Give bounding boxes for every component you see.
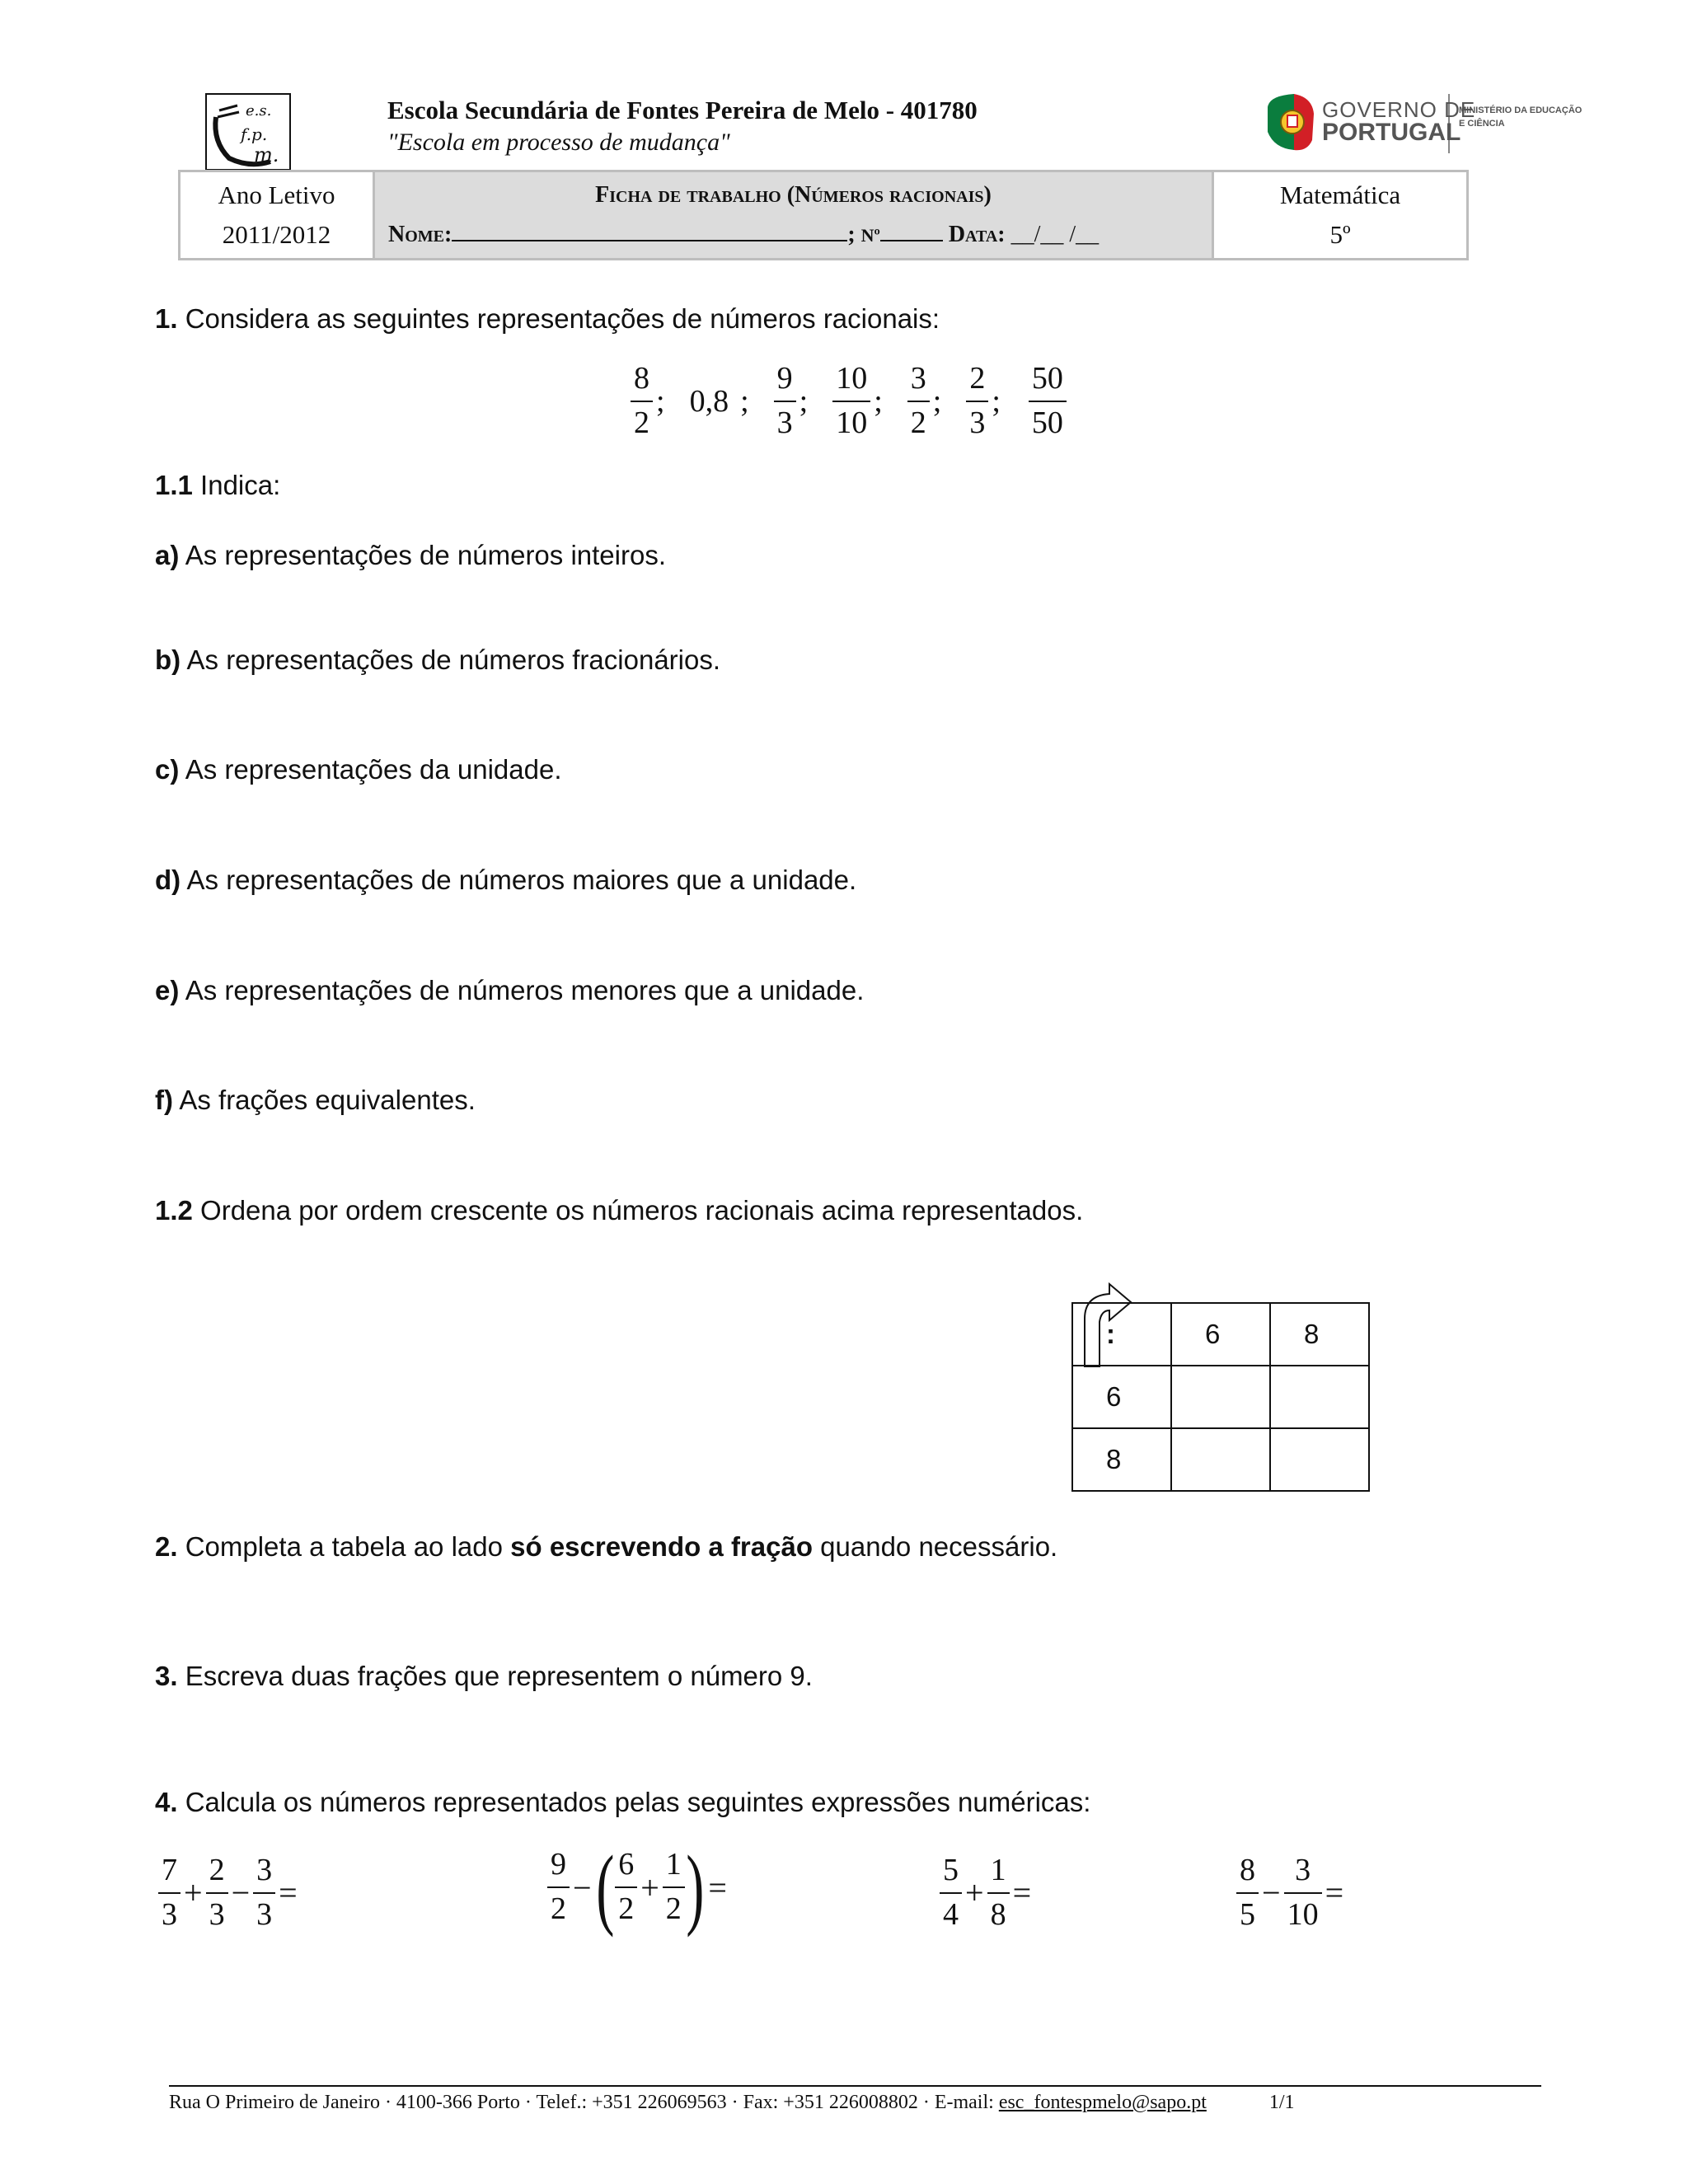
- table-answer-cell[interactable]: [1171, 1428, 1270, 1491]
- fraction-9-3: $\frac{9}{3}$: [774, 363, 796, 440]
- decimal-0-8: 0,8: [689, 383, 729, 419]
- footer: [169, 2092, 1295, 2114]
- student-fields: Nome: ; Nº Data: __/__ /__: [388, 222, 1100, 247]
- table-answer-cell[interactable]: [1270, 1366, 1369, 1428]
- fraction-8-2: $\frac{8}{2}$: [631, 363, 653, 440]
- item-c: c) As representações da unidade.: [155, 754, 562, 785]
- ministry-line1: MINISTÉRIO DA EDUCAÇÃO: [1459, 105, 1582, 115]
- question-1-1-number: 1.1: [155, 470, 193, 500]
- page-number: 1/1: [1268, 2092, 1295, 2113]
- table-row-header: 8: [1072, 1428, 1171, 1491]
- table-col-header: 8: [1270, 1303, 1369, 1366]
- svg-text:e.s.: e.s.: [246, 102, 272, 120]
- item-e: e) As representações de números menores que a unidade.: [155, 975, 865, 1005]
- table-corner: :: [1072, 1303, 1171, 1366]
- subject-cell: [1214, 172, 1466, 258]
- question-1: [155, 303, 940, 335]
- division-table: [1071, 1302, 1370, 1492]
- footer-email-link[interactable]: esc_fontespmelo@sapo.pt: [998, 2092, 1207, 2113]
- item-b: b) As representações de números fracionários.: [155, 644, 721, 675]
- gov-line2: PORTUGAL: [1322, 119, 1461, 146]
- question-2: 2. Completa a tabela ao lado só escrevendo a fração quando necessário.: [155, 1531, 1058, 1562]
- worksheet-info-box: [178, 170, 1469, 260]
- question-4: 4. Calcula os números representados pelas seguintes expressões numéricas:: [155, 1787, 1091, 1817]
- footer-divider: [169, 2085, 1541, 2087]
- worksheet-title-cell: [375, 172, 1214, 258]
- question-3: 3. Escreva duas frações que representem o número 9.: [155, 1661, 813, 1691]
- table-answer-cell[interactable]: [1171, 1366, 1270, 1428]
- rational-number-list: $\frac{8}{2}$ ; 0,8 ; $\frac{9}{3}$ ; $\frac{10}{10}$ ; $\frac{3}{2}$ ; $\frac{2}{3}$ ; $\frac{50}{50}$: [631, 363, 1067, 440]
- table-row-header: 6: [1072, 1366, 1171, 1428]
- expression-3: $\frac{5}{4}$ + $\frac{1}{8}$ =: [940, 1854, 1034, 1932]
- fraction-10-10: $\frac{10}{10}$: [832, 363, 870, 440]
- fraction-50-50: $\frac{50}{50}$: [1029, 363, 1067, 440]
- expression-2: $\frac{9}{2}$ − ( $\frac{6}{2}$ + $\frac{1}{2}$ ) =: [547, 1842, 730, 1933]
- school-name: Escola Secundária de Fontes Pereira de Melo - 401780: [387, 96, 978, 124]
- table-col-header: 6: [1171, 1303, 1270, 1366]
- school-motto: "Escola em processo de mudança": [387, 129, 730, 156]
- item-f: f) As frações equivalentes.: [155, 1085, 476, 1115]
- question-1-2-text: Ordena por ordem crescente os números racionais acima representados.: [200, 1195, 1084, 1226]
- svg-text:m.: m.: [254, 143, 279, 166]
- question-1-text: Considera as seguintes representações de números racionais:: [185, 303, 940, 334]
- date-label: Data:: [948, 222, 1006, 247]
- question-1-number: 1.: [155, 303, 178, 334]
- worksheet-title: Ficha de trabalho (Números racionais): [595, 182, 992, 208]
- question-1-2: [155, 1195, 1083, 1226]
- government-logo: [1261, 91, 1591, 157]
- question-1-1-text: Indica:: [200, 470, 281, 500]
- name-label: Nome:: [388, 222, 452, 247]
- subject-name: Matemática: [1279, 180, 1401, 209]
- grade: 5º: [1329, 220, 1351, 249]
- fraction-2-3: $\frac{2}{3}$: [966, 363, 988, 440]
- ministry-line2: E CIÊNCIA: [1459, 119, 1505, 129]
- school-year-cell: [181, 172, 375, 258]
- question-1-1: [155, 470, 280, 501]
- expression-1: $\frac{7}{3}$ + $\frac{2}{3}$ − $\frac{3}{3}$ =: [158, 1854, 301, 1932]
- number-field[interactable]: [880, 220, 943, 241]
- svg-text:f.p.: f.p.: [241, 124, 268, 144]
- table-answer-cell[interactable]: [1270, 1428, 1369, 1491]
- item-a: a) As representações de números inteiros.: [155, 540, 667, 570]
- date-field[interactable]: __/__ /__: [1010, 222, 1100, 247]
- name-field[interactable]: [452, 220, 847, 241]
- item-d: d) As representações de números maiores que a unidade.: [155, 865, 857, 895]
- question-1-2-number: 1.2: [155, 1195, 193, 1226]
- gov-line1: GOVERNO DE: [1322, 97, 1476, 122]
- footer-address: Rua O Primeiro de Janeiro · 4100-366 Porto · Telef.: +351 226069563 · Fax: +351 226008802 · E-mail:: [169, 2092, 999, 2113]
- number-label: Nº: [860, 225, 880, 246]
- school-year-label: Ano Letivo: [218, 180, 335, 209]
- school-year-value: 2011/2012: [222, 220, 331, 249]
- fraction-3-2: $\frac{3}{2}$: [907, 363, 930, 440]
- expression-4: $\frac{8}{5}$ − $\frac{3}{10}$ =: [1236, 1854, 1347, 1932]
- school-logo: [204, 92, 292, 171]
